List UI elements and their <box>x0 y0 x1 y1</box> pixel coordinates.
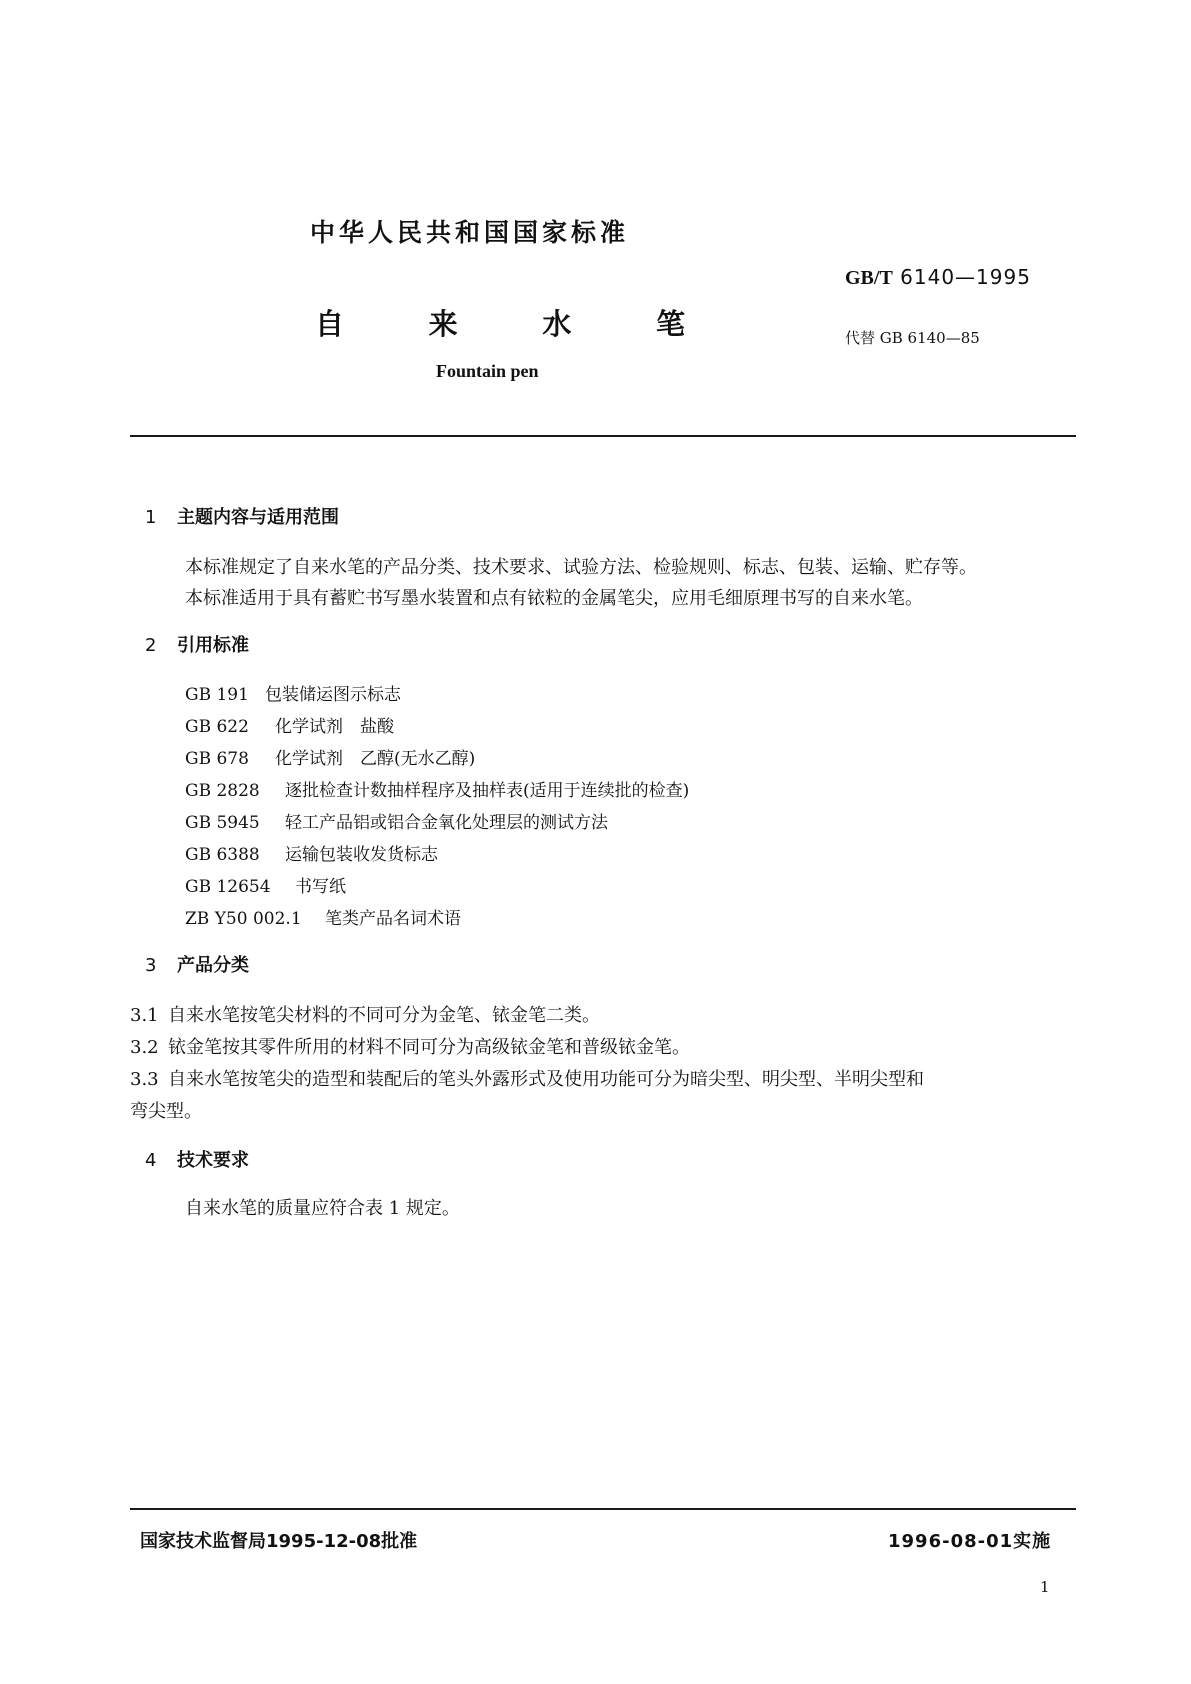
title-char: 笔 <box>655 307 685 341</box>
section-2-heading <box>145 631 249 657</box>
section-title: 主题内容与适用范围 <box>177 507 339 528</box>
reference-name: 笔类产品名词术语 <box>325 909 461 929</box>
standard-code <box>845 265 1031 290</box>
reference-name: 轻工产品铝或铝合金氧化处理层的测试方法 <box>285 813 608 833</box>
clause-text: 铱金笔按其零件所用的材料不同可分为高级铱金笔和普级铱金笔。 <box>168 1037 690 1058</box>
footer-divider <box>130 1508 1076 1510</box>
reference-name: 书写纸 <box>295 877 346 897</box>
clause-number: 3.1 <box>130 1005 159 1026</box>
title-char: 自 <box>315 307 345 341</box>
reference-code: ZB Y50 002.1 <box>185 909 302 929</box>
reference-item <box>185 680 401 705</box>
clause-item <box>130 1065 924 1091</box>
standard-code-prefix: GB/T <box>845 267 893 289</box>
section-4-paragraph: 自来水笔的质量应符合表 1 规定。 <box>185 1198 460 1219</box>
clause-continuation: 弯尖型。 <box>130 1101 202 1122</box>
clause-text: 自来水笔按笔尖的造型和装配后的笔头外露形式及使用功能可分为暗尖型、明尖型、半明尖型和 <box>168 1069 924 1090</box>
reference-code: GB 12654 <box>185 877 271 897</box>
reference-code: GB 6388 <box>185 845 260 865</box>
reference-item <box>185 776 689 801</box>
reference-item <box>185 808 608 833</box>
section-number: 2 <box>145 635 157 656</box>
document-title-zh <box>315 302 685 343</box>
reference-code: GB 2828 <box>185 781 260 801</box>
clause-number: 3.2 <box>130 1037 159 1058</box>
standard-org-title: 中华人民共和国国家标准 <box>310 218 630 247</box>
title-char: 水 <box>542 307 572 341</box>
approval-date: 国家技术监督局1995-12-08批准 <box>140 1531 418 1552</box>
reference-item <box>185 744 475 769</box>
replaces-note: 代替 GB 6140—85 <box>845 329 980 347</box>
section-3-heading <box>145 951 249 977</box>
section-title: 引用标准 <box>177 635 249 656</box>
section-number: 4 <box>145 1150 157 1171</box>
reference-item <box>185 840 438 865</box>
page-number: 1 <box>1040 1578 1050 1596</box>
section-1-paragraph: 本标准适用于具有蓄贮书写墨水装置和点有铱粒的金属笔尖，应用毛细原理书写的自来水笔。 <box>185 588 923 609</box>
reference-name: 化学试剂 盐酸 <box>275 717 394 737</box>
header-divider <box>130 435 1076 437</box>
section-1-paragraph: 本标准规定了自来水笔的产品分类、技术要求、试验方法、检验规则、标志、包装、运输、贮存等。 <box>185 557 977 578</box>
reference-name: 逐批检查计数抽样程序及抽样表(适用于连续批的检查) <box>285 781 690 801</box>
reference-code: GB 5945 <box>185 813 260 833</box>
reference-name: 运输包装收发货标志 <box>285 845 438 865</box>
section-4-heading <box>145 1146 249 1172</box>
clause-text: 自来水笔按笔尖材料的不同可分为金笔、铱金笔二类。 <box>168 1005 600 1026</box>
standard-code-number: 6140—1995 <box>900 265 1031 289</box>
reference-name: 化学试剂 乙醇(无水乙醇) <box>275 749 476 769</box>
reference-code: GB 678 <box>185 749 249 769</box>
clause-item <box>130 1001 600 1027</box>
reference-item <box>185 712 394 737</box>
clause-number: 3.3 <box>130 1069 159 1090</box>
document-title-en: Fountain pen <box>436 361 539 381</box>
section-title: 产品分类 <box>177 955 249 976</box>
reference-code: GB 622 <box>185 717 249 737</box>
reference-code: GB 191 <box>185 685 249 705</box>
section-number: 1 <box>145 507 157 528</box>
title-char: 来 <box>428 307 458 341</box>
section-number: 3 <box>145 955 157 976</box>
reference-item <box>185 872 346 897</box>
reference-name: 包装储运图示标志 <box>265 685 401 705</box>
section-title: 技术要求 <box>177 1150 249 1171</box>
clause-item <box>130 1033 690 1059</box>
reference-item <box>185 904 461 929</box>
implementation-date: 1996-08-01实施 <box>888 1531 1052 1552</box>
section-1-heading <box>145 503 339 529</box>
